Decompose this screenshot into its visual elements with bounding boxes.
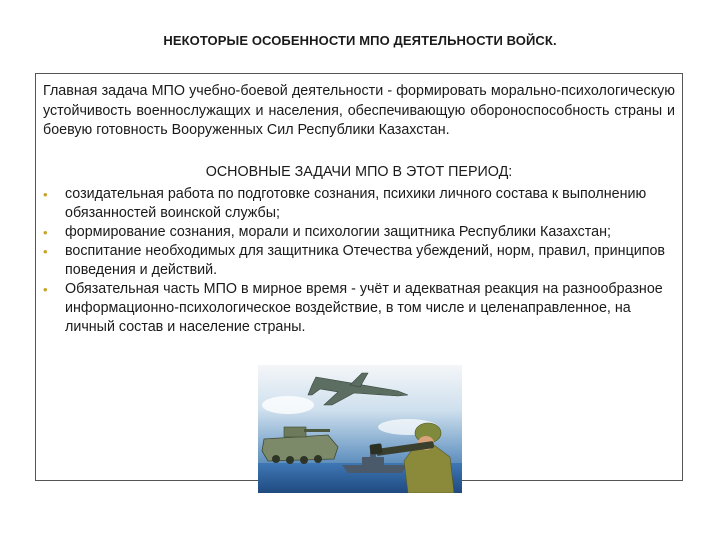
list-item	[43, 280, 679, 337]
task-text: формирование сознания, морали и психологии защитника Республики Казахстан;	[65, 224, 611, 240]
task-list	[43, 185, 679, 337]
bullet-icon: •	[43, 187, 48, 202]
military-collage-image	[258, 365, 462, 493]
list-item	[43, 242, 679, 280]
bullet-icon: •	[43, 282, 48, 297]
list-item	[43, 223, 679, 242]
task-text: Обязательная часть МПО в мирное время - учёт и адекватная реакция на разнообразное информационно-психологическое воздействие, в том числе и целенаправленное, на личный состав и население страны.	[65, 281, 663, 335]
bullet-icon: •	[43, 244, 48, 259]
section-heading: ОСНОВНЫЕ ЗАДАЧИ МПО В ЭТОТ ПЕРИОД:	[205, 164, 513, 180]
slide-title: НЕКОТОРЫЕ ОСОБЕННОСТИ МПО ДЕЯТЕЛЬНОСТИ ВОЙСК.	[163, 33, 557, 48]
bullet-icon: •	[43, 225, 48, 240]
intro-paragraph: Главная задача МПО учебно-боевой деятельности - формировать морально-психологическую устойчивость военнослужащих и населения, обеспечивающую обороноспособность страны и боевую готовность Вооруженных Сил Республики Казахстан.	[43, 83, 675, 138]
task-text: воспитание необходимых для защитника Отечества убеждений, норм, правил, принципов поведения и действий.	[65, 243, 666, 278]
list-item	[43, 185, 679, 223]
task-text: созидательная работа по подготовке сознания, психики личного состава к выполнению обязанностей воинской службы;	[65, 186, 647, 221]
